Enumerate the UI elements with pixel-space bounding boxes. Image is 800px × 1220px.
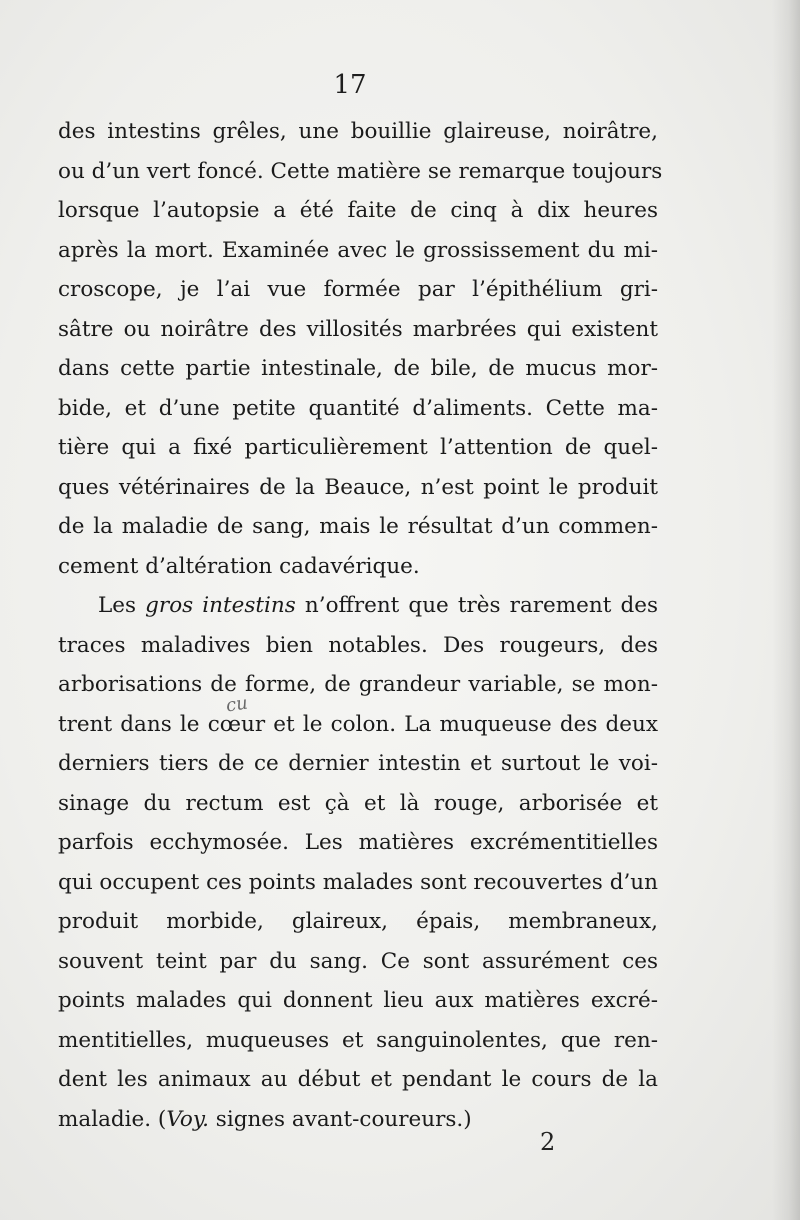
text-line: mentitielles, muqueuses et sanguinolentes, que ren-: [58, 1027, 658, 1053]
text-line: souvent teint par du sang. Ce sont assurément ces: [58, 948, 658, 974]
text-line: arborisations de forme, de grandeur variable, se mon-: [58, 672, 658, 697]
text-line: de la maladie de sang, mais le résultat d’un commen-: [58, 514, 658, 539]
text-span: maladie. (: [58, 1106, 167, 1132]
body-text: [58, 112, 663, 1139]
text-line: des intestins grêles, une bouillie glaireuse, noirâtre,: [58, 119, 658, 144]
handwritten-annotation: cu: [224, 692, 250, 717]
text-line: produit morbide, glaireux, épais, membraneux,: [58, 909, 658, 934]
text-line: parfois ecchymosée. Les matières excrémentitielles: [58, 830, 658, 855]
text-line: [58, 586, 658, 626]
text-line: tière qui a fixé particulièrement l’attention de quel-: [58, 435, 658, 460]
text-line: cement d’altération cadavérique.: [58, 553, 420, 579]
text-line: trent dans le cœur et le colon. La muqueuse des deux: [58, 711, 658, 737]
text-line: lorsque l’autopsie a été faite de cinq à dix heures: [58, 198, 658, 223]
text-line: dans cette partie intestinale, de bile, de mucus mor-: [58, 356, 658, 381]
text-line: ou d’un vert foncé. Cette matière se remarque toujours: [58, 158, 663, 184]
paragraph-gros-intestins: [58, 586, 658, 1139]
text-line: qui occupent ces points malades sont recouvertes d’un: [58, 869, 658, 895]
text-line: croscope, je l’ai vue formée par l’épithélium gri-: [58, 277, 658, 302]
page-edge-shadow: [772, 0, 800, 1220]
text-line: bide, et d’une petite quantité d’aliments. Cette ma-: [58, 395, 658, 421]
paragraph-continued: [58, 112, 663, 586]
signature-mark: 2: [540, 1128, 556, 1156]
text-line: ques vétérinaires de la Beauce, n’est point le produit: [58, 474, 658, 500]
italic-term: gros intestins: [145, 593, 296, 618]
text-span: n’offrent que très rarement des: [295, 593, 658, 618]
text-line: [58, 1100, 658, 1140]
text-span: signes avant-coureurs.): [208, 1106, 472, 1132]
text-span: Les: [98, 593, 146, 618]
italic-abbrev: Voy.: [166, 1106, 209, 1132]
text-line: dent les animaux au début et pendant le cours de la: [58, 1067, 658, 1092]
text-line: sinage du rectum est çà et là rouge, arborisée et: [58, 790, 658, 816]
text-line: traces maladives bien notables. Des rougeurs, des: [58, 632, 658, 658]
text-line: points malades qui donnent lieu aux matières excré-: [58, 988, 658, 1013]
text-line: après la mort. Examinée avec le grossissement du mi-: [58, 237, 658, 263]
text-line: derniers tiers de ce dernier intestin et surtout le voi-: [58, 751, 658, 776]
page-number: 17: [333, 70, 367, 100]
text-line: sâtre ou noirâtre des villosités marbrées qui existent: [58, 316, 658, 342]
